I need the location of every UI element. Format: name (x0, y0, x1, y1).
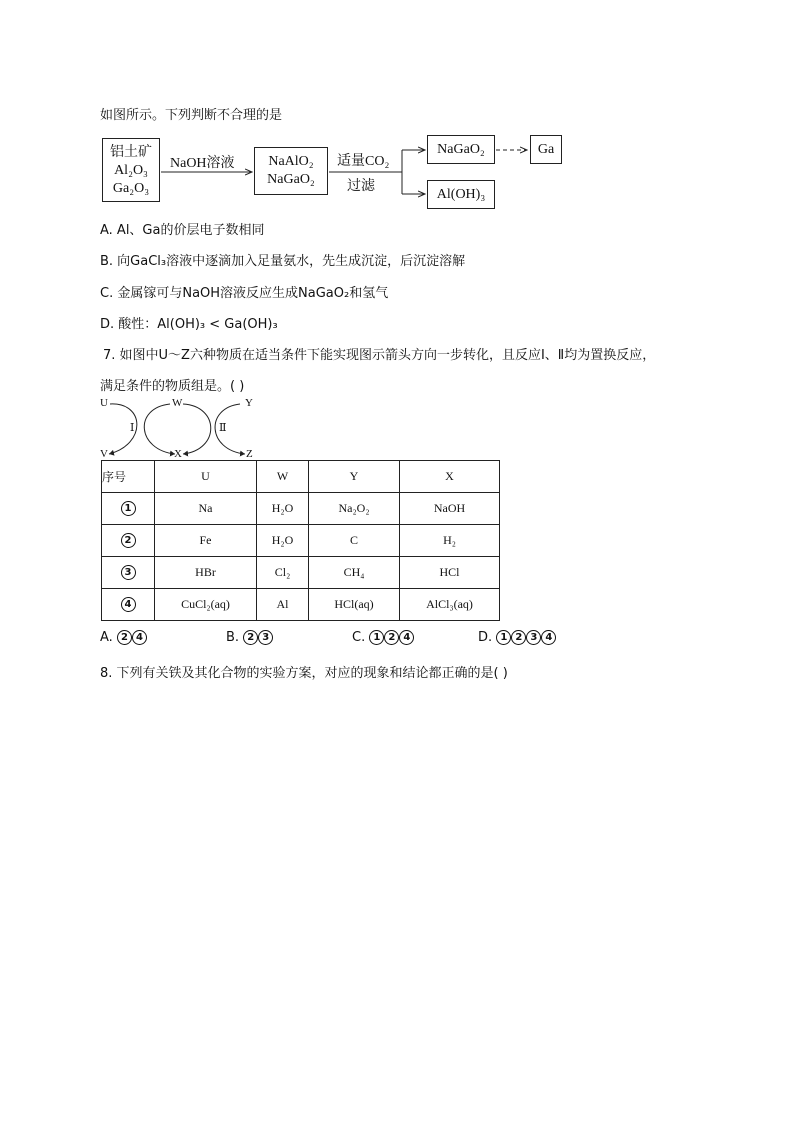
circled-number: 4 (541, 630, 556, 645)
circled-number: 4 (121, 597, 136, 612)
header-y: Y (309, 461, 400, 493)
table-row (102, 589, 500, 621)
option-letter: D. (478, 630, 493, 645)
option-letter: A. (100, 630, 113, 645)
node-y: Y (245, 397, 253, 409)
reaction-1-label: Ⅰ (130, 422, 135, 434)
reaction-2-label: Ⅱ (219, 422, 227, 434)
q7-option-a (100, 630, 147, 645)
q8-stem: 8. 下列有关铁及其化合物的实验方案，对应的现象和结论都正确的是( ) (100, 666, 508, 681)
circled-number: 4 (132, 630, 147, 645)
cell-u: CuCl₂(aq) (155, 589, 257, 621)
node-z: Z (246, 448, 253, 460)
cell-x: NaOH (400, 493, 500, 525)
node-x: X (174, 448, 182, 460)
circled-number: 3 (526, 630, 541, 645)
option-letter: C. (352, 630, 366, 645)
ore-label: 铝土矿 (110, 145, 152, 160)
circled-number: 3 (258, 630, 273, 645)
mid-naalo2: NaAlO₂ (268, 154, 314, 169)
cell-x: HCl (400, 557, 500, 589)
option-b: B. 向GaCl₃溶液中逐滴加入足量氨水，先生成沉淀，后沉淀溶解 (100, 254, 466, 269)
header-u: U (155, 461, 257, 493)
ore-ga2o3: Ga₂O₃ (112, 181, 150, 196)
option-d: D. 酸性：Al(OH)₃ < Ga(OH)₃ (100, 317, 278, 332)
substance-table (101, 460, 500, 621)
cell-x: H₂ (400, 525, 500, 557)
cell-u: HBr (155, 557, 257, 589)
cell-w: Al (257, 589, 309, 621)
row-index (102, 557, 155, 589)
ga-box: Ga (530, 135, 562, 164)
circled-number: 2 (121, 533, 136, 548)
circled-number: 2 (243, 630, 258, 645)
header-index: 序号 (102, 461, 155, 493)
nagao2-box: NaGaO₂ (427, 135, 495, 164)
circled-number: 2 (511, 630, 526, 645)
table-row (102, 557, 500, 589)
cell-u: Na (155, 493, 257, 525)
arrow2-label-bottom: 过滤 (347, 179, 375, 194)
option-letter: B. (226, 630, 240, 645)
circled-number: 2 (384, 630, 399, 645)
circled-number: 1 (496, 630, 511, 645)
arrow1-label: NaOH溶液 (170, 156, 235, 171)
aloh3-box: Al(OH)₃ (427, 180, 495, 209)
table-row (102, 525, 500, 557)
table-row (102, 493, 500, 525)
circled-number: 4 (399, 630, 414, 645)
q7-option-b (226, 630, 273, 645)
arrow2-label-top: 适量CO₂ (337, 154, 390, 169)
q7-stem-line1: 7. 如图中U～Z六种物质在适当条件下能实现图示箭头方向一步转化，且反应Ⅰ、Ⅱ均为置换反应， (103, 348, 656, 363)
circled-number: 3 (121, 565, 136, 580)
row-index (102, 525, 155, 557)
header-w: W (257, 461, 309, 493)
node-w: W (172, 397, 183, 409)
cell-y: C (309, 525, 400, 557)
cell-w: H₂O (257, 493, 309, 525)
mid-nagao2: NaGaO₂ (267, 172, 315, 187)
circled-number: 2 (117, 630, 132, 645)
cell-y: CH₄ (309, 557, 400, 589)
node-v: V (100, 448, 108, 460)
ore-al2o3: Al₂O₃ (114, 163, 148, 178)
cell-y: Na₂O₂ (309, 493, 400, 525)
option-a: A. Al、Ga的价层电子数相同 (100, 223, 265, 238)
header-x: X (400, 461, 500, 493)
table-header-row (102, 461, 500, 493)
cell-u: Fe (155, 525, 257, 557)
q7-stem-line2: 满足条件的物质组是。( ) (100, 379, 245, 394)
cell-x: AlCl₃(aq) (400, 589, 500, 621)
node-u: U (100, 397, 108, 409)
cell-y: HCl(aq) (309, 589, 400, 621)
question-intro: 如图所示。下列判断不合理的是 (100, 108, 283, 123)
cell-w: Cl₂ (257, 557, 309, 589)
circled-number: 1 (121, 501, 136, 516)
q7-option-c (352, 630, 414, 645)
row-index (102, 493, 155, 525)
option-c: C. 金属镓可与NaOH溶液反应生成NaGaO₂和氢气 (100, 286, 389, 301)
circled-number: 1 (369, 630, 384, 645)
cell-w: H₂O (257, 525, 309, 557)
row-index (102, 589, 155, 621)
q7-option-d (478, 630, 556, 645)
